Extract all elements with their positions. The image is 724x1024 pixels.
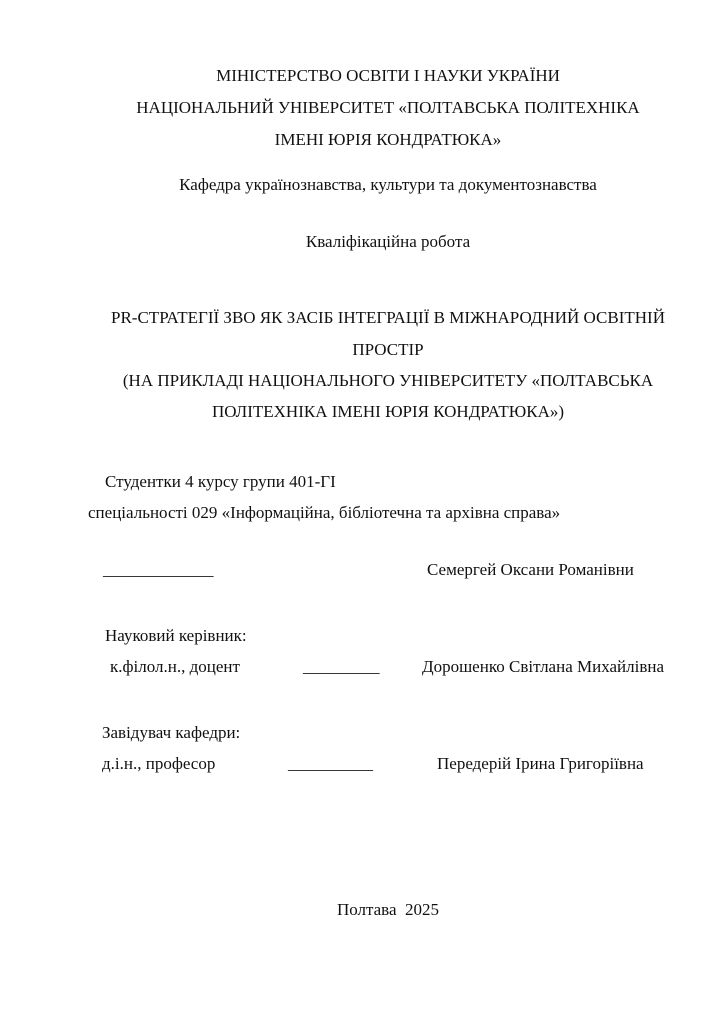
work-type-line: Кваліфікаційна робота — [305, 232, 471, 251]
head-degree: д.і.н., професор — [102, 754, 216, 773]
student-specialty-line: спеціальності 029 «Інформаційна, бібліотечна та архівна справа» — [88, 503, 561, 522]
ministry-line: МІНІСТЕРСТВО ОСВІТИ І НАУКИ УКРАЇНИ — [216, 66, 560, 85]
head-label: Завідувач кафедри: — [102, 723, 241, 742]
thesis-title-line-3: (НА ПРИКЛАДІ НАЦІОНАЛЬНОГО УНІВЕРСИТЕТУ «ПОЛТАВСЬКА — [122, 371, 654, 390]
head-name: Передерій Ірина Григоріївна — [437, 754, 644, 773]
thesis-title-line-1: PR-СТРАТЕГІЇ ЗВО ЯК ЗАСІБ ІНТЕГРАЦІЇ В МІЖНАРОДНИЙ ОСВІТНІЙ — [111, 308, 665, 327]
university-name-line-1: НАЦІОНАЛЬНИЙ УНІВЕРСИТЕТ «ПОЛТАВСЬКА ПОЛІТЕХНІКА — [136, 98, 640, 117]
student-name: Семергей Оксани Романівни — [427, 560, 634, 579]
supervisor-degree: к.філол.н., доцент — [110, 657, 240, 676]
supervisor-label: Науковий керівник: — [105, 626, 247, 645]
city-year-line: Полтава 2025 — [336, 900, 440, 919]
thesis-title-line-2: ПРОСТІР — [352, 340, 424, 359]
department-line: Кафедра українознавства, культури та документознавства — [179, 175, 597, 194]
head-signature-blank: __________ — [288, 754, 373, 773]
student-course-line: Студентки 4 курсу групи 401-ГІ — [105, 472, 336, 491]
student-signature-blank: _____________ — [103, 560, 214, 579]
thesis-title-line-4: ПОЛІТЕХНІКА ІМЕНІ ЮРІЯ КОНДРАТЮКА») — [211, 402, 565, 421]
supervisor-name: Дорошенко Світлана Михайлівна — [422, 657, 665, 676]
university-name-line-2: ІМЕНІ ЮРІЯ КОНДРАТЮКА» — [274, 130, 502, 149]
supervisor-signature-blank: _________ — [303, 657, 380, 676]
